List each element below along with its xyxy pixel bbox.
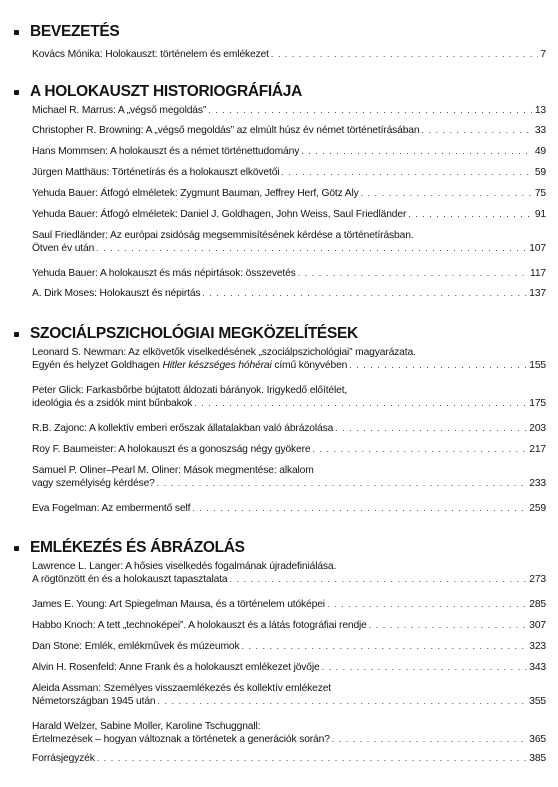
dot-leader [312, 443, 527, 456]
page-number: 217 [529, 444, 546, 455]
entry-last-line [32, 397, 546, 410]
entry-text [32, 619, 367, 632]
section-header [14, 22, 544, 44]
dot-leader [335, 422, 527, 435]
entry-text-segment: James E. Young: Art Spiegelman Mausa, és a történelem utóképei [32, 599, 325, 610]
entry-text-segment: Yehuda Bauer: Átfogó elméletek: Zygmunt Bauman, Jeffrey Herf, Götz Aly [32, 188, 359, 199]
entry-text [32, 752, 95, 765]
toc-entry[interactable] [32, 640, 546, 653]
page-number: 155 [529, 360, 546, 371]
dot-leader [369, 619, 528, 632]
toc-entry[interactable] [32, 560, 546, 586]
entry-line [32, 346, 546, 359]
dot-leader [322, 661, 528, 674]
toc-entry[interactable] [32, 48, 546, 61]
entry-text [32, 477, 155, 490]
toc-entry[interactable] [32, 145, 546, 158]
dot-leader [408, 208, 533, 221]
entry-text-segment: Leonard S. Newman: Az elkövetők viselkedésének „szociálpszichológiai” magyarázata. [32, 347, 416, 358]
page-number: 259 [529, 503, 546, 514]
entry-text-segment: Aleida Assman: Személyes visszaemlékezés és kollektív emlékezet [32, 683, 332, 694]
toc-entry[interactable] [32, 619, 546, 632]
entry-text-segment: Dan Stone: Emlék, emlékművek és múzeumok [32, 641, 240, 652]
dot-leader [271, 48, 539, 61]
section-title: SZOCIÁLPSZICHOLÓGIAI MEGKÖZELÍTÉSEK [30, 325, 358, 342]
dot-leader [192, 502, 527, 515]
toc-entry[interactable] [32, 661, 546, 674]
entry-text-segment: Roy F. Baumeister: A holokauszt és a gonoszság négy gyökere [32, 444, 311, 455]
entry-last-line [32, 359, 546, 372]
dot-leader [241, 640, 527, 653]
entry-text [32, 422, 333, 435]
dot-leader [97, 752, 528, 765]
entry-text-segment: Samuel P. Oliner–Pearl M. Oliner: Mások megmentése: alkalom [32, 465, 314, 476]
page-number: 13 [534, 105, 546, 116]
toc-entry[interactable] [32, 208, 546, 221]
entry-last-line [32, 573, 546, 586]
entry-text [32, 48, 269, 61]
page-number: 75 [534, 188, 546, 199]
dot-leader [229, 573, 527, 586]
section-header [14, 538, 544, 560]
page-number: 343 [529, 662, 546, 673]
toc-entry[interactable] [32, 287, 546, 300]
entry-last-line [32, 661, 546, 674]
toc-entry[interactable] [32, 346, 546, 372]
entry-text-segment: Egyén és helyzet Goldhagen [32, 360, 163, 371]
toc-entry[interactable] [32, 166, 546, 179]
page-number: 7 [540, 49, 546, 60]
entry-text-segment: Ötven év után [32, 243, 95, 254]
page-number: 385 [529, 753, 546, 764]
entry-text [32, 166, 279, 179]
entry-text-segment: Alvin H. Rosenfeld: Anne Frank és a holokauszt emlékezet jövője [32, 662, 320, 673]
entry-text-segment: A rögtönzött én és a holokauszt tapasztalata [32, 574, 228, 585]
entry-text [32, 242, 94, 255]
entry-last-line [32, 502, 546, 515]
entry-last-line [32, 477, 546, 490]
square-bullet-icon [14, 546, 19, 551]
entry-text-segment: Peter Glick: Farkasbőrbe bújtatott áldozati bárányok. Irigykedő előítélet, [32, 385, 348, 396]
entry-last-line [32, 166, 546, 179]
page-number: 355 [529, 696, 546, 707]
section-title: BEVEZETÉS [30, 23, 120, 40]
entry-text [32, 208, 406, 221]
dot-leader [421, 124, 532, 137]
entry-text [32, 502, 190, 515]
entry-text-segment: Yehuda Bauer: Átfogó elméletek: Daniel J. Goldhagen, John Weiss, Saul Friedländer [32, 209, 407, 220]
toc-entry[interactable] [32, 422, 546, 435]
entry-last-line [32, 48, 546, 61]
dot-leader [332, 733, 527, 746]
page-number: 59 [534, 167, 546, 178]
entry-text [32, 598, 325, 611]
entry-line [32, 682, 546, 695]
toc-entry[interactable] [32, 682, 546, 708]
entry-text [32, 397, 192, 410]
entry-text [32, 359, 347, 372]
entry-last-line [32, 443, 546, 456]
entry-text-segment: Kovács Mónika: Holokauszt: történelem és emlékezet [32, 49, 269, 60]
section-header [14, 82, 544, 104]
entry-last-line [32, 208, 546, 221]
entry-text [32, 573, 227, 586]
dot-leader [202, 287, 527, 300]
entry-text-segment: Michael R. Marrus: A „végső megoldás” [32, 105, 207, 116]
entry-text [32, 124, 419, 137]
toc-entry[interactable] [32, 187, 546, 200]
entry-text-segment: Saul Friedländer: Az európai zsidóság megsemmisítésének kérdése a történetírásban. [32, 230, 414, 241]
toc-section [14, 538, 546, 745]
entry-text [32, 104, 206, 117]
toc-entry[interactable] [32, 384, 546, 410]
toc-entry[interactable] [32, 229, 546, 255]
entry-text [32, 640, 239, 653]
entry-text-segment: Forrásjegyzék [32, 753, 95, 764]
page-number: 307 [529, 620, 546, 631]
entry-text-segment: Értelmezések – hogyan változnak a történetek a generációk során? [32, 734, 330, 745]
dot-leader [301, 145, 533, 158]
entry-last-line [32, 695, 546, 708]
page-number: 137 [529, 288, 546, 299]
square-bullet-icon [14, 90, 19, 95]
entry-text [32, 145, 299, 158]
entry-text-segment: vagy személyiség kérdése? [32, 478, 155, 489]
page-number: 49 [534, 146, 546, 157]
entry-text-segment: Eva Fogelman: Az embermentő self [32, 503, 191, 514]
page-number: 91 [534, 209, 546, 220]
toc-section [14, 22, 546, 60]
square-bullet-icon [14, 332, 19, 337]
section-title: EMLÉKEZÉS ÉS ÁBRÁZOLÁS [30, 539, 245, 556]
toc-entry[interactable] [32, 752, 546, 765]
entry-last-line [32, 640, 546, 653]
toc-entry[interactable] [32, 267, 546, 280]
entry-line [32, 464, 546, 477]
toc-entry[interactable] [32, 502, 546, 515]
entry-text-segment: Jürgen Matthäus: Történetírás és a holokauszt elkövetői [32, 167, 280, 178]
dot-leader [281, 166, 532, 179]
page-number: 175 [529, 398, 546, 409]
page-number: 117 [530, 268, 546, 279]
entry-text [32, 733, 330, 746]
entry-text [32, 661, 320, 674]
entry-last-line [32, 187, 546, 200]
entry-line [32, 560, 546, 573]
entry-last-line [32, 242, 546, 255]
entry-text [32, 187, 359, 200]
entry-text-segment: A. Dirk Moses: Holokauszt és népirtás [32, 288, 201, 299]
entry-text-segment: című könyvében [271, 360, 348, 371]
entry-last-line [32, 733, 546, 746]
entry-text-segment: Lawrence L. Langer: A hősies viselkedés fogalmának újradefiniálása. [32, 561, 337, 572]
entry-last-line [32, 287, 546, 300]
page-number: 107 [529, 243, 546, 254]
page-number: 33 [534, 125, 546, 136]
toc-entry[interactable] [32, 104, 546, 117]
entry-text [32, 267, 296, 280]
entry-last-line [32, 124, 546, 137]
section-title: A HOLOKAUSZT HISTORIOGRÁFIÁJA [30, 83, 303, 100]
dot-leader [194, 397, 527, 410]
entry-line [32, 720, 546, 733]
entry-text-segment: Hans Mommsen: A holokauszt és a német történettudomány [32, 146, 300, 157]
entry-text-segment: Harald Welzer, Sabine Moller, Karoline Tschuggnall: [32, 721, 261, 732]
page-number: 203 [529, 423, 546, 434]
toc-entry[interactable] [32, 464, 546, 490]
entry-text [32, 443, 310, 456]
entry-last-line [32, 422, 546, 435]
entry-text-segment: ideológia és a zsidók mint bűnbakok [32, 398, 193, 409]
toc-entry[interactable] [32, 598, 546, 611]
entry-last-line [32, 598, 546, 611]
section-header [14, 324, 544, 346]
entry-last-line [32, 104, 546, 117]
entry-text-segment: R.B. Zajonc: A kollektív emberi erőszak állatalakban való ábrázolása [32, 423, 334, 434]
dot-leader [157, 477, 528, 490]
toc-section [14, 82, 546, 299]
dot-leader [208, 104, 533, 117]
dot-leader [349, 359, 527, 372]
entry-text [32, 287, 200, 300]
entry-text-segment: Németországban 1945 után [32, 696, 156, 707]
page-number: 323 [529, 641, 546, 652]
entry-last-line [32, 267, 546, 280]
dot-leader [327, 598, 527, 611]
toc-entry[interactable] [32, 443, 546, 456]
entry-line [32, 229, 546, 242]
toc-entry[interactable] [32, 124, 546, 137]
entry-last-line [32, 145, 546, 158]
entry-text-segment: Yehuda Bauer: A holokauszt és más népirtások: összevetés [32, 268, 296, 279]
toc-entry[interactable] [32, 720, 546, 746]
page-number: 273 [529, 574, 546, 585]
dot-leader [96, 242, 527, 255]
entry-text-segment: Christopher R. Browning: A „végső megoldás” az elmúlt húsz év német történetírásában [32, 125, 420, 136]
page-number: 233 [529, 478, 546, 489]
square-bullet-icon [14, 30, 19, 35]
dot-leader [361, 187, 533, 200]
dot-leader [298, 267, 528, 280]
entry-last-line [32, 619, 546, 632]
book-title-italic: Hitler készséges hóhérai [162, 360, 272, 371]
entry-text [32, 695, 155, 708]
entry-last-line [32, 752, 546, 765]
toc-section [14, 324, 546, 514]
entry-text-segment: Habbo Knoch: A tett „technoképei”. A holokauszt és a látás fotográfiai rendje [32, 620, 367, 631]
page-number: 365 [529, 734, 546, 745]
dot-leader [157, 695, 527, 708]
page-number: 285 [529, 599, 546, 610]
entry-line [32, 384, 546, 397]
